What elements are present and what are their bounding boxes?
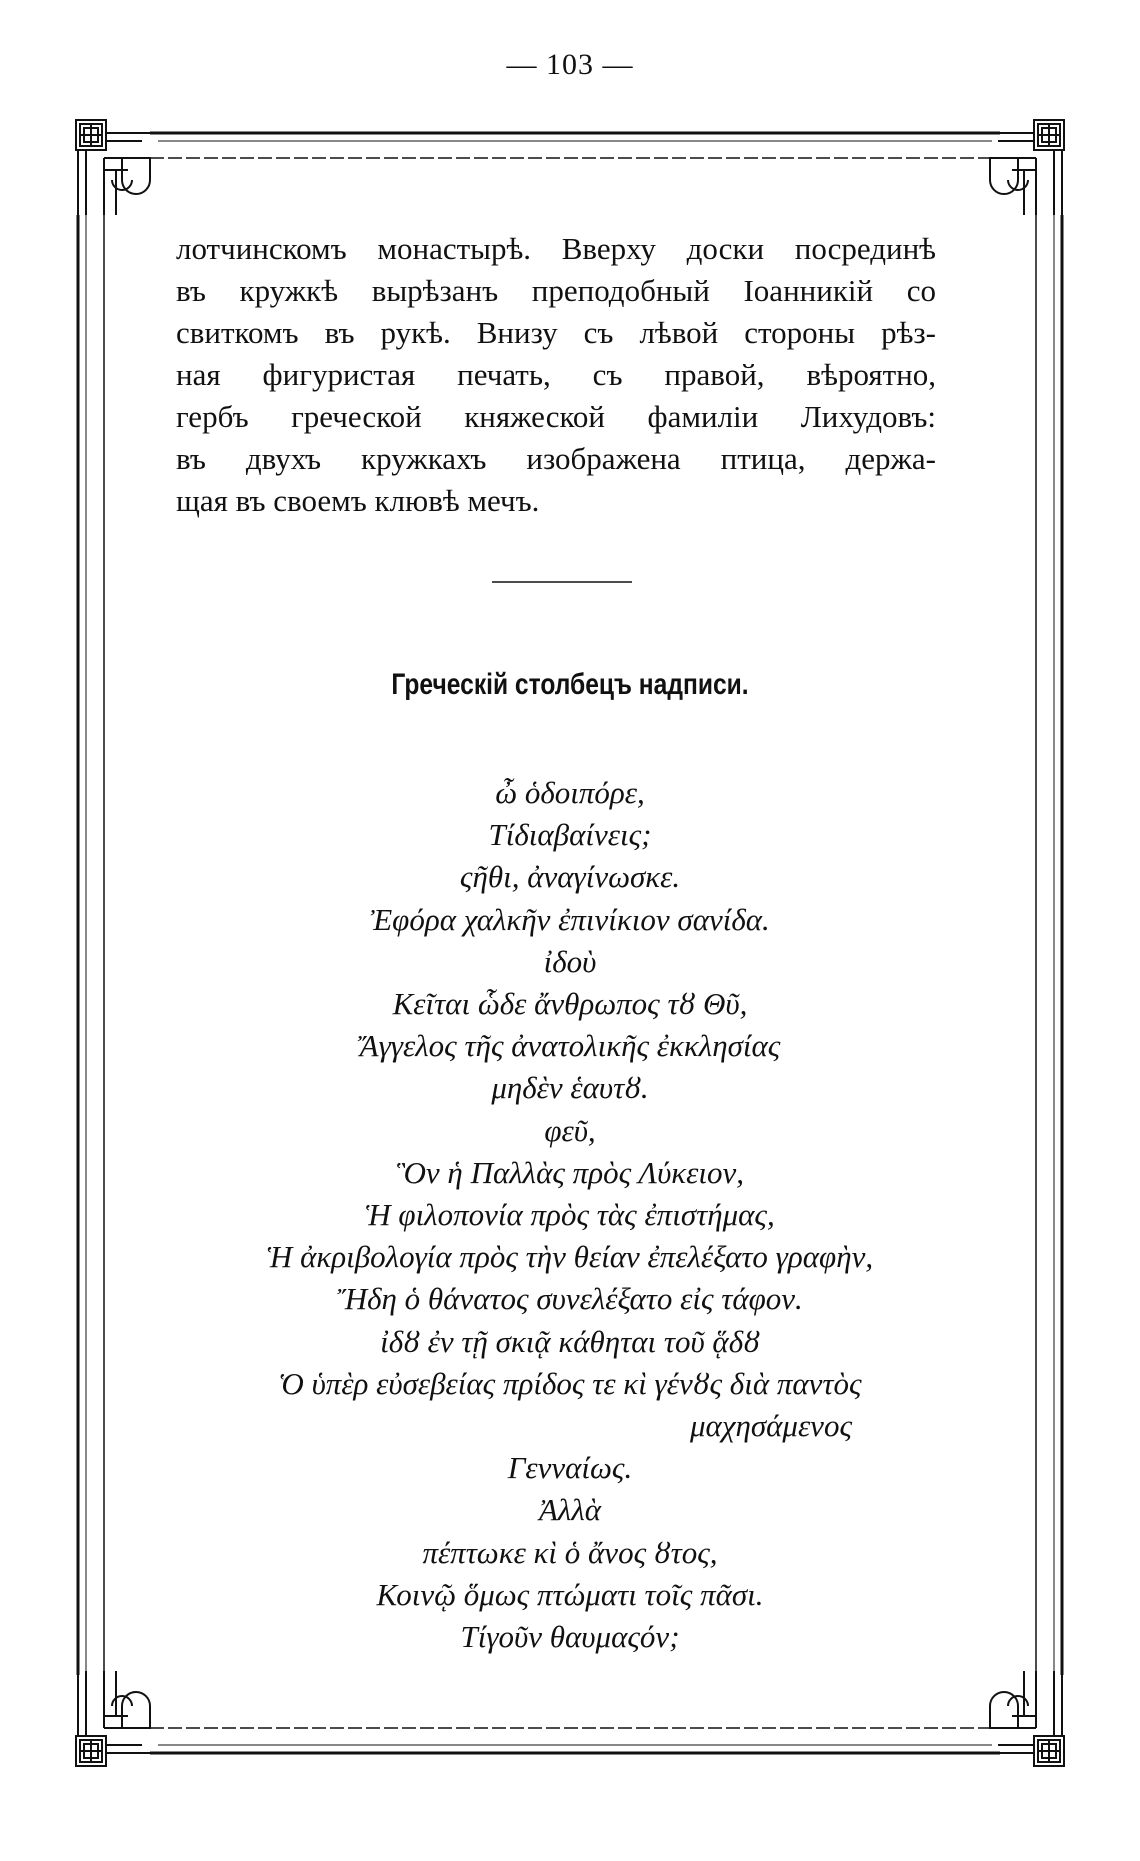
greek-line: Γενναίως. xyxy=(507,1450,633,1486)
greek-line: ἰδοὺ xyxy=(543,943,597,979)
prose-line: щая въ своемъ клювѣ мечъ. xyxy=(176,483,540,518)
greek-line: Ὃν ἡ Παλλὰς πρὸς Λύκειον, xyxy=(395,1154,745,1190)
greek-line: Ἄγγελος τῆς ἀνατολικῆς ἐκκλησίας xyxy=(359,1028,781,1064)
corner-ornament-bottom-left xyxy=(76,1671,150,1766)
greek-line: Τίδιαβαίνεις; xyxy=(488,817,652,853)
greek-inscription xyxy=(140,772,1000,1658)
greek-line: Ἤδη ὁ θάνατος συνελέξατο εἰς τάφον. xyxy=(337,1281,803,1317)
greek-line: Τίγοῦν θαυμαςόν; xyxy=(460,1619,680,1655)
greek-line: ὦ ὁδοιπόρε, xyxy=(495,775,645,810)
prose-line: въ кружкѣ вырѣзанъ преподобный Іоанникій со xyxy=(176,273,936,308)
greek-line: ςῆθι, ἀναγίνωσκε. xyxy=(459,859,681,895)
corner-ornament-top-left xyxy=(76,120,150,215)
greek-line-continuation: μαχησάμενος xyxy=(690,1408,853,1444)
greek-line: Ἐφόρα χαλκῆν ἐπινίκιον σανίδα. xyxy=(370,901,770,937)
greek-line: μηδὲν ἑαυτȣ. xyxy=(491,1070,649,1106)
greek-line: φεῦ, xyxy=(544,1112,596,1148)
corner-ornament-bottom-right xyxy=(990,1671,1064,1766)
greek-line: πέπτωκε κὶ ὁ ἄνος ȣτος, xyxy=(422,1534,718,1570)
section-heading: Греческій столбецъ надписи. xyxy=(391,668,749,701)
prose-line: ная фигуристая печать, съ правой, вѣроятно, xyxy=(176,357,936,392)
greek-line: Ἡ φιλοπονία πρὸς τὰς ἐπιστήμας, xyxy=(365,1197,775,1233)
greek-line: ἰδȣ ἐν τῇ σκιᾷ κάθηται τοῦ ᾅδȣ xyxy=(380,1323,760,1359)
greek-line: Ὁ ὑπὲρ εὐσεβείας πρίδος τε κὶ γένȣς διὰ παντὸς xyxy=(278,1365,862,1401)
prose-paragraph xyxy=(176,228,936,522)
greek-line: Ἀλλὰ xyxy=(538,1492,602,1528)
greek-line: Κεῖται ὧδε ἄνθρωπος τȣ Θῦ, xyxy=(392,986,748,1022)
prose-line: лотчинскомъ монастырѣ. Вверху доски посрединѣ xyxy=(176,231,936,266)
corner-ornament-top-right xyxy=(990,120,1064,215)
prose-line: гербъ греческой княжеской фамиліи Лихудовъ: xyxy=(176,399,936,434)
prose-line: свиткомъ въ рукѣ. Внизу съ лѣвой стороны рѣз- xyxy=(176,315,936,350)
greek-line: Κοινῷ ὅμως πτώματι τοῖς πᾶσι. xyxy=(376,1576,764,1612)
greek-line: Ἡ ἀκριβολογία πρὸς τὴν θείαν ἐπελέξατο γραφὴν, xyxy=(266,1239,874,1275)
page-number: — 103 — xyxy=(506,48,634,81)
prose-line: въ двухъ кружкахъ изображена птица, держа- xyxy=(176,441,936,476)
